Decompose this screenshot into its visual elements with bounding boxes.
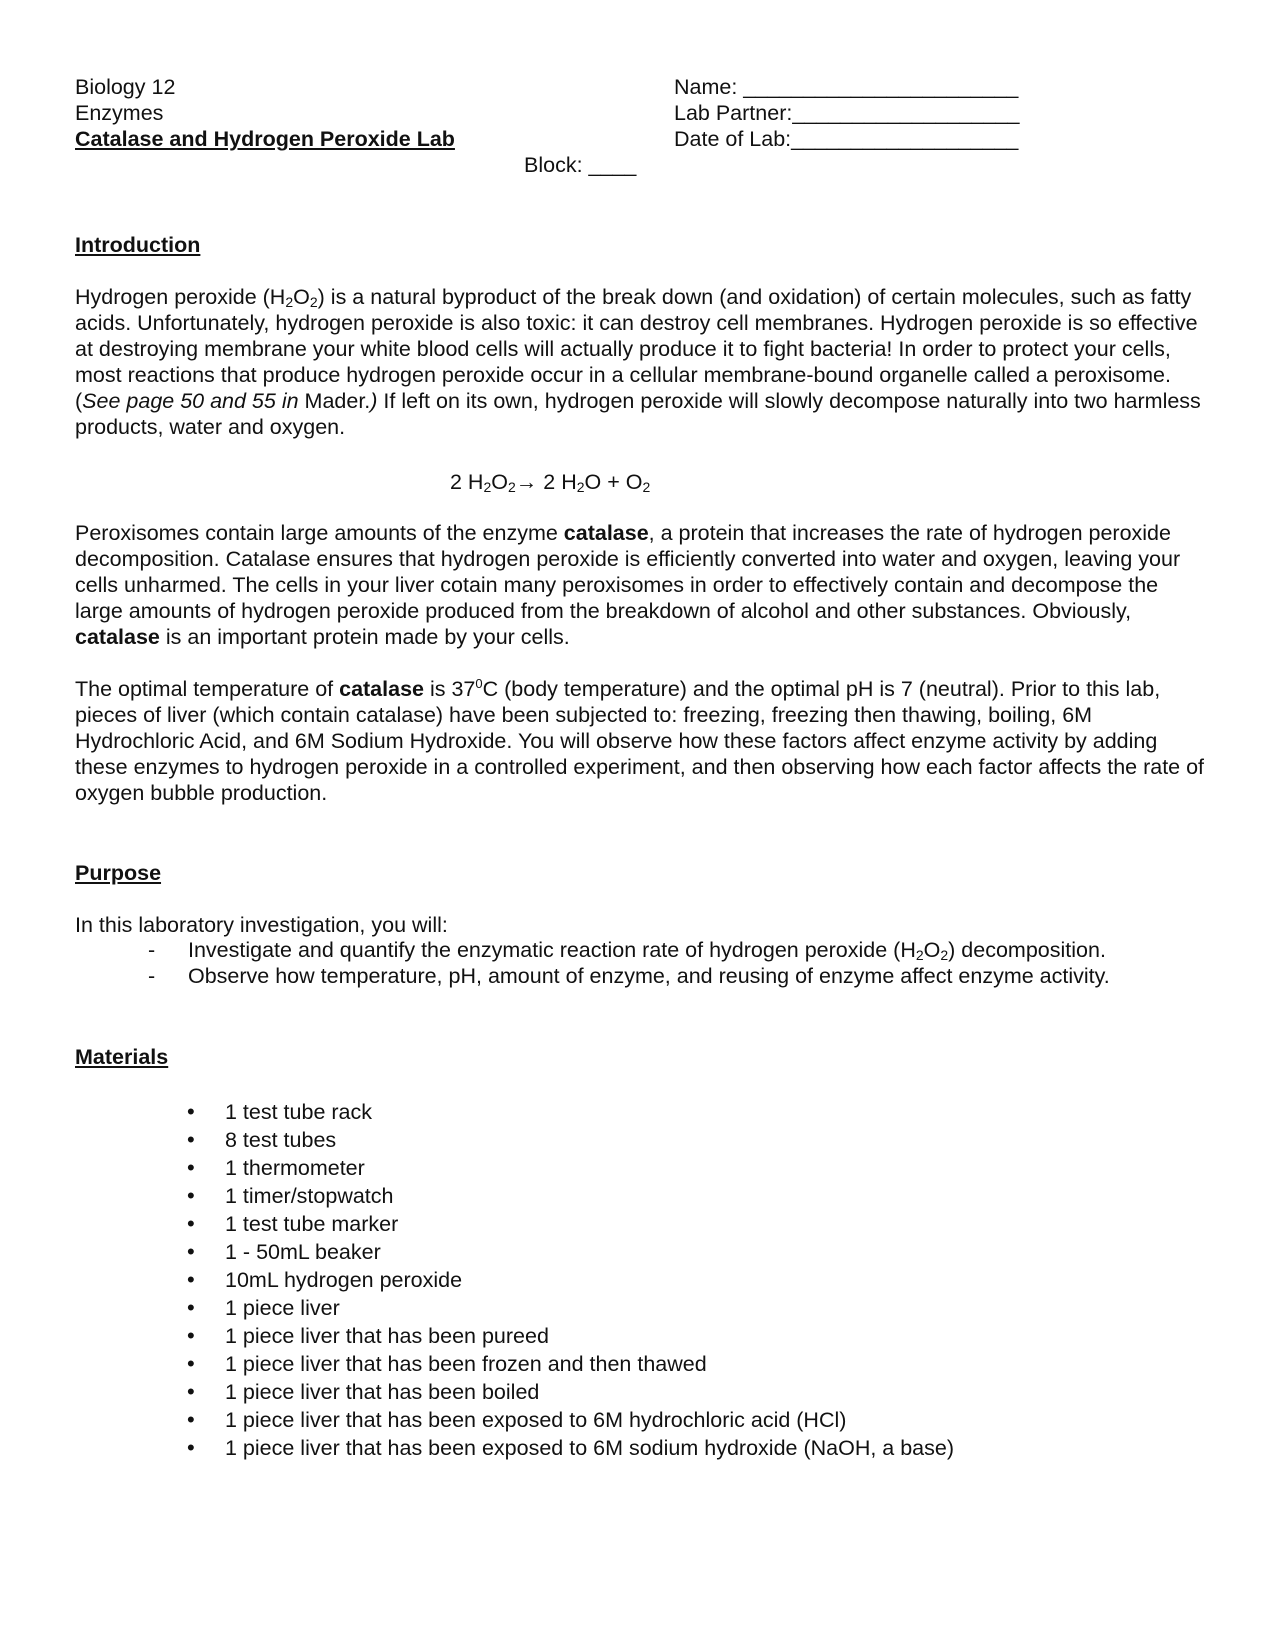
date-of-lab-field[interactable]: Date of Lab:___________________ xyxy=(674,127,1019,151)
intro-paragraph-1: Hydrogen peroxide $(H_2O_2)$ is a natural byproduct of the break down (and oxidation) of certain molecules, such as fatty acids. Unfortunately, hydrogen peroxide is also toxic: it can destroy cell membranes. Hydrogen peroxide is so effective at destroying membrane your white blood cells will actually produce it to fight bacteria! In order to protect your cells, most reactions that produce hydrogen peroxide occur in a cellular membrane-bound organelle called a peroxisome. (See page 50 and 55 in Mader.) If left on its own, hydrogen peroxide will slowly decompose naturally into two harmless products, water and oxygen. xyxy=(75,285,1201,439)
purpose-lead: In this laboratory investigation, you will: xyxy=(75,913,448,937)
lab-partner-field[interactable]: Lab Partner:___________________ xyxy=(674,101,1020,125)
header-right xyxy=(674,74,1020,152)
materials-item: • 1 piece liver xyxy=(187,1294,954,1322)
decomposition-equation: 2 $H_2O_2\to 2$ $H_2O + O_2$ xyxy=(450,470,651,495)
introduction-heading: Introduction xyxy=(75,233,201,257)
header-left xyxy=(75,74,455,152)
materials-item: • 8 test tubes xyxy=(187,1126,954,1154)
intro-paragraph-3: The optimal temperature of catalase is $37^0C$ (body temperature) and the optimal pH is 7 (neutral). Prior to this lab, pieces of liver (which contain catalase) have been subjected to: freezing, freezing then thawing, boiling, 6M Hydrochloric Acid, and 6M Sodium Hydroxide. You will observe how these factors affect enzyme activity by adding these enzymes to hydrogen peroxide in a controlled experiment, and then observing how each factor affects the rate of oxygen bubble production. xyxy=(75,676,1205,805)
materials-list xyxy=(187,1098,954,1462)
materials-item: • 1 piece liver that has been frozen and then thawed xyxy=(187,1350,954,1378)
purpose-item: - Investigate and quantify the enzymatic reaction rate of hydrogen peroxide $(H_2O_2)$ decomposition. xyxy=(148,937,1110,963)
purpose-item: - Observe how temperature, pH, amount of enzyme, and reusing of enzyme affect enzyme activity. xyxy=(148,963,1110,989)
materials-item: • 1 test tube marker xyxy=(187,1210,954,1238)
purpose-heading: Purpose xyxy=(75,861,162,885)
name-field[interactable]: Name: _______________________ xyxy=(674,75,1019,99)
materials-item: • 1 piece liver that has been pureed xyxy=(187,1322,954,1350)
block-field[interactable]: Block: ____ xyxy=(524,153,637,177)
materials-item: • 1 test tube rack xyxy=(187,1098,954,1126)
lab-title: Catalase and Hydrogen Peroxide Lab xyxy=(75,127,455,151)
materials-item: • 10mL hydrogen peroxide xyxy=(187,1266,954,1294)
materials-item: • 1 - 50mL beaker xyxy=(187,1238,954,1266)
unit-title: Enzymes xyxy=(75,101,164,125)
materials-item: • 1 thermometer xyxy=(187,1154,954,1182)
intro-paragraph-2: Peroxisomes contain large amounts of the enzyme catalase, a protein that increases the rate of hydrogen peroxide decomposition. Catalase ensures that hydrogen peroxide is efficiently converted into water and oxygen, leaving your cells unharmed. The cells in your liver cotain many peroxisomes in order to effectively contain and decompose the large amounts of hydrogen peroxide produced from the breakdown of alcohol and other substances. Obviously, catalase is an important protein made by your cells. xyxy=(75,521,1181,649)
materials-heading: Materials xyxy=(75,1045,169,1069)
materials-item: • 1 piece liver that has been exposed to 6M hydrochloric acid (HCl) xyxy=(187,1406,954,1434)
materials-item: • 1 piece liver that has been exposed to 6M sodium hydroxide (NaOH, a base) xyxy=(187,1434,954,1462)
purpose-list xyxy=(148,937,1110,989)
materials-item: • 1 timer/stopwatch xyxy=(187,1182,954,1210)
materials-item: • 1 piece liver that has been boiled xyxy=(187,1378,954,1406)
course-title: Biology 12 xyxy=(75,75,176,99)
